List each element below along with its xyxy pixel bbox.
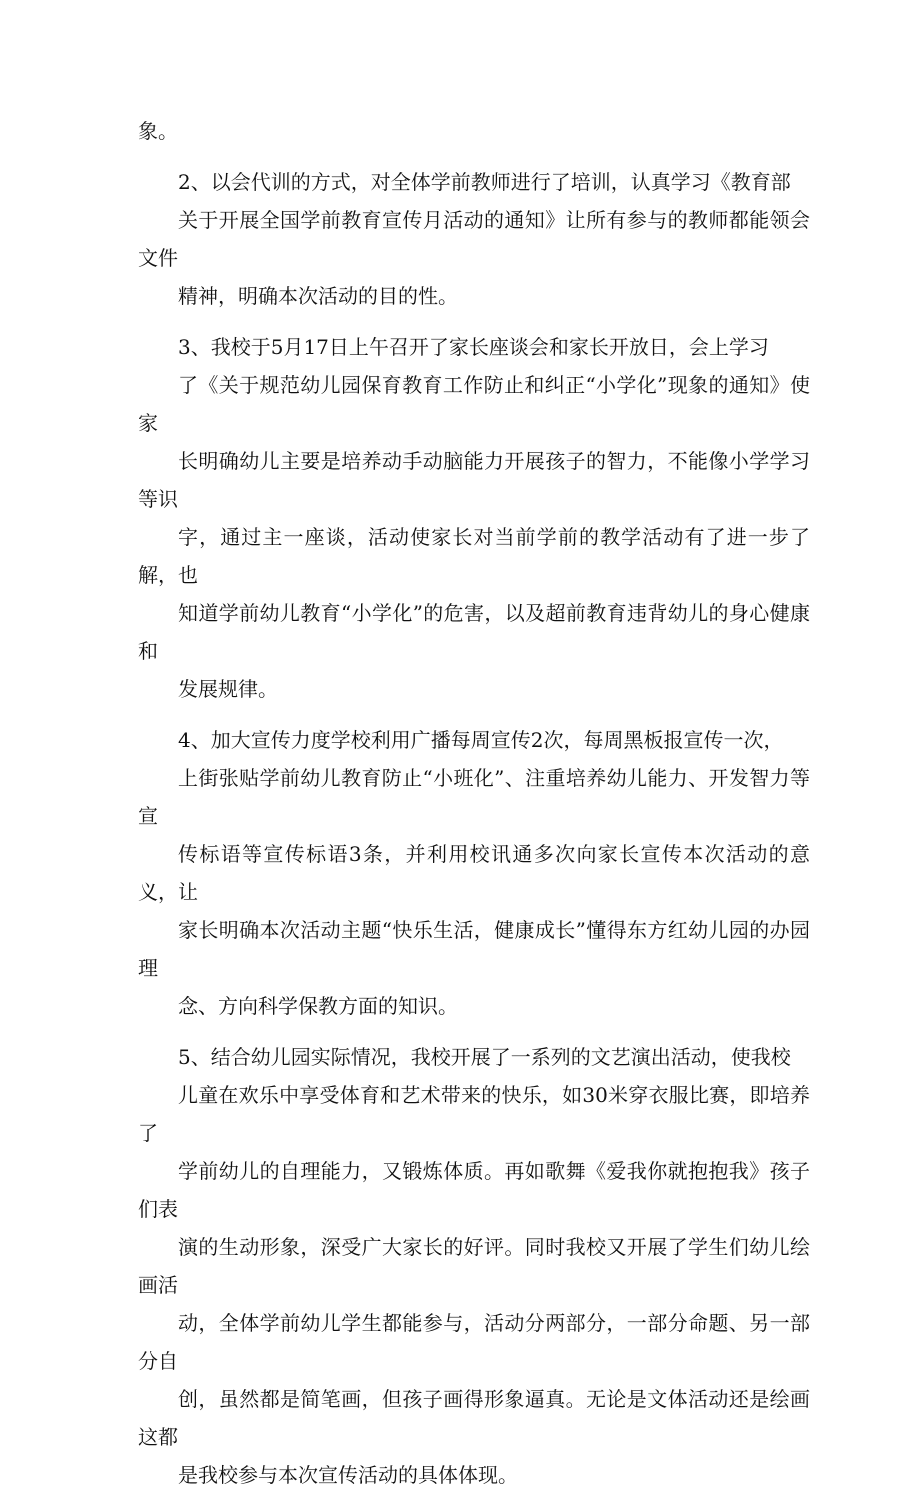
text-line: 知道学前幼儿教育“小学化”的危害，以及超前教育违背幼儿的身心健康和 xyxy=(138,601,810,663)
text-line: 上街张贴学前幼儿教育防止“小班化”、注重培养幼儿能力、开发智力等宣 xyxy=(138,766,810,828)
text-line: 传标语等宣传标语3条，并利用校讯通多次向家长宣传本次活动的意义，让 xyxy=(138,842,810,904)
text-line: 家长明确本次活动主题“快乐生活，健康成长”懂得东方红幼儿园的办园理 xyxy=(138,918,810,980)
text-line: 演的生动形象，深受广大家长的好评。同时我校又开展了学生们幼儿绘画活 xyxy=(138,1235,810,1297)
text-line: 3、我校于5月17日上午召开了家长座谈会和家长开放日，会上学习 xyxy=(178,335,769,359)
text-line: 象。 xyxy=(138,119,178,143)
text-line: 了《关于规范幼儿园保育教育工作防止和纠正“小学化”现象的通知》使家 xyxy=(138,373,810,435)
text-line: 儿童在欢乐中享受体育和艺术带来的快乐，如30米穿衣服比赛，即培养了 xyxy=(138,1083,810,1145)
paragraph-0 xyxy=(138,112,810,150)
text-line: 创，虽然都是简笔画，但孩子画得形象逼真。无论是文体活动还是绘画这都 xyxy=(138,1387,810,1449)
paragraph-1 xyxy=(138,163,810,315)
document-page xyxy=(138,112,810,1507)
text-line: 长明确幼儿主要是培养动手动脑能力开展孩子的智力，不能像小学学习等识 xyxy=(138,449,810,511)
paragraph-3 xyxy=(138,721,810,1025)
text-line: 字，通过主一座谈，活动使家长对当前学前的教学活动有了进一步了解，也 xyxy=(138,525,810,587)
paragraph-4 xyxy=(138,1038,810,1494)
text-line: 念、方向科学保教方面的知识。 xyxy=(178,994,458,1018)
text-line: 4、加大宣传力度学校利用广播每周宣传2次，每周黑板报宣传一次， xyxy=(178,728,784,752)
text-line: 发展规律。 xyxy=(178,677,278,701)
paragraph-2 xyxy=(138,328,810,708)
text-line: 关于开展全国学前教育宣传月活动的通知》让所有参与的教师都能领会文件 xyxy=(138,208,810,270)
text-line: 动，全体学前幼儿学生都能参与，活动分两部分，一部分命题、另一部分自 xyxy=(138,1311,810,1373)
text-line: 是我校参与本次宣传活动的具体体现。 xyxy=(178,1463,518,1487)
text-line: 精神，明确本次活动的目的性。 xyxy=(178,284,458,308)
text-line: 5、结合幼儿园实际情况，我校开展了一系列的文艺演出活动，使我校 xyxy=(178,1045,791,1069)
text-line: 学前幼儿的自理能力，又锻炼体质。再如歌舞《爱我你就抱抱我》孩子们表 xyxy=(138,1159,810,1221)
text-line: 2、以会代训的方式，对全体学前教师进行了培训，认真学习《教育部 xyxy=(178,170,791,194)
